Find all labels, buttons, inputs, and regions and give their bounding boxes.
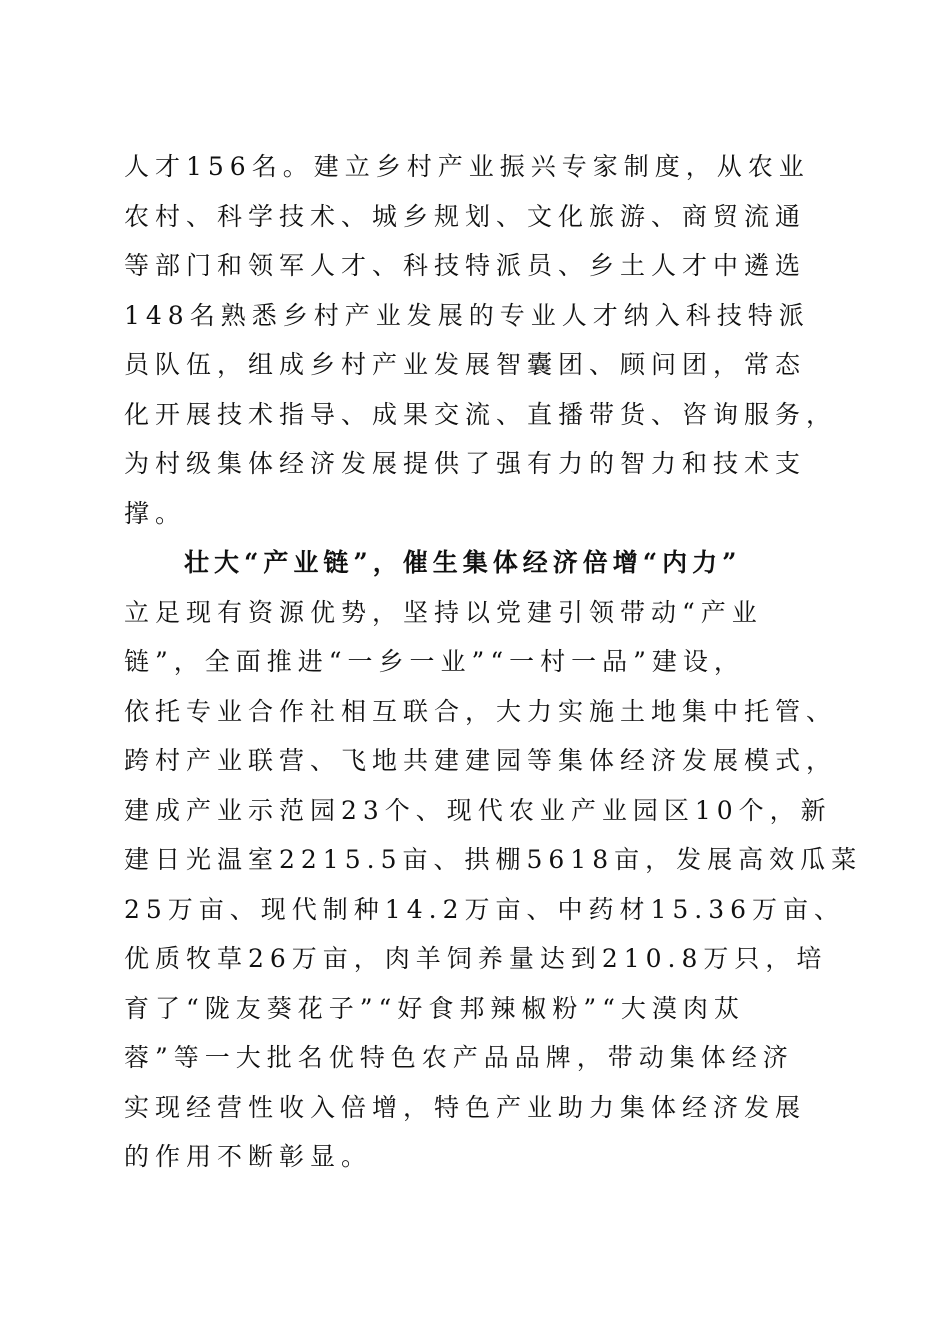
paragraph-1-line: 撑。: [124, 498, 187, 528]
paragraph-2-line: 的作用不断彰显。: [124, 1142, 373, 1171]
paragraph-1-line: 农村、科学技术、城乡规划、文化旅游、商贸流通: [124, 201, 807, 231]
paragraph-2-line: 依托专业合作社相互联合，大力实施土地集中托管、: [124, 696, 838, 726]
paragraph-2-line: 建成产业示范园23个、现代农业产业园区10个，新: [124, 795, 832, 825]
paragraph-2-line: 立足现有资源优势，坚持以党建引领带动“产业: [124, 597, 763, 627]
paragraph-1-line: 为村级集体经济发展提供了强有力的智力和技术支: [124, 449, 807, 478]
paragraph-2-line: 建日光温室2215.5亩、拱棚5618亩，发展高效瓜菜: [124, 845, 863, 874]
paragraph-2-line: 优质牧草26万亩，肉羊饲养量达到210.8万只，培: [124, 944, 828, 973]
paragraph-1-line: 等部门和领军人才、科技特派员、乡土人才中遴选: [124, 251, 807, 280]
paragraph-2-line: 链”，全面推进“一乡一业”“一村一品”建设，: [124, 647, 745, 676]
paragraph-2-line: 实现经营性收入倍增，特色产业助力集体经济发展: [124, 1092, 807, 1122]
section-heading: 壮大“产业链”，催生集体经济倍增“内力”: [184, 548, 742, 577]
document-body: [124, 142, 863, 1182]
paragraph-1-line: 148名熟悉乡村产业发展的专业人才纳入科技特派: [124, 300, 810, 330]
paragraph-1-line: 人才156名。建立乡村产业振兴专家制度，从农业: [124, 152, 810, 181]
paragraph-2-line: 蓉”等一大批名优特色农产品品牌，带动集体经济: [124, 1043, 794, 1072]
paragraph-2-line: 育了“陇友葵花子”“好食邦辣椒粉”“大漠肉苁: [124, 993, 745, 1023]
paragraph-1-line: 员队伍，组成乡村产业发展智囊团、顾问团，常态: [124, 350, 807, 379]
paragraph-1-line: 化开展技术指导、成果交流、直播带货、咨询服务，: [124, 399, 838, 429]
paragraph-2-line: 跨村产业联营、飞地共建建园等集体经济发展模式，: [124, 746, 838, 775]
paragraph-2-line: 25万亩、现代制种14.2万亩、中药材15.36万亩、: [124, 894, 846, 924]
